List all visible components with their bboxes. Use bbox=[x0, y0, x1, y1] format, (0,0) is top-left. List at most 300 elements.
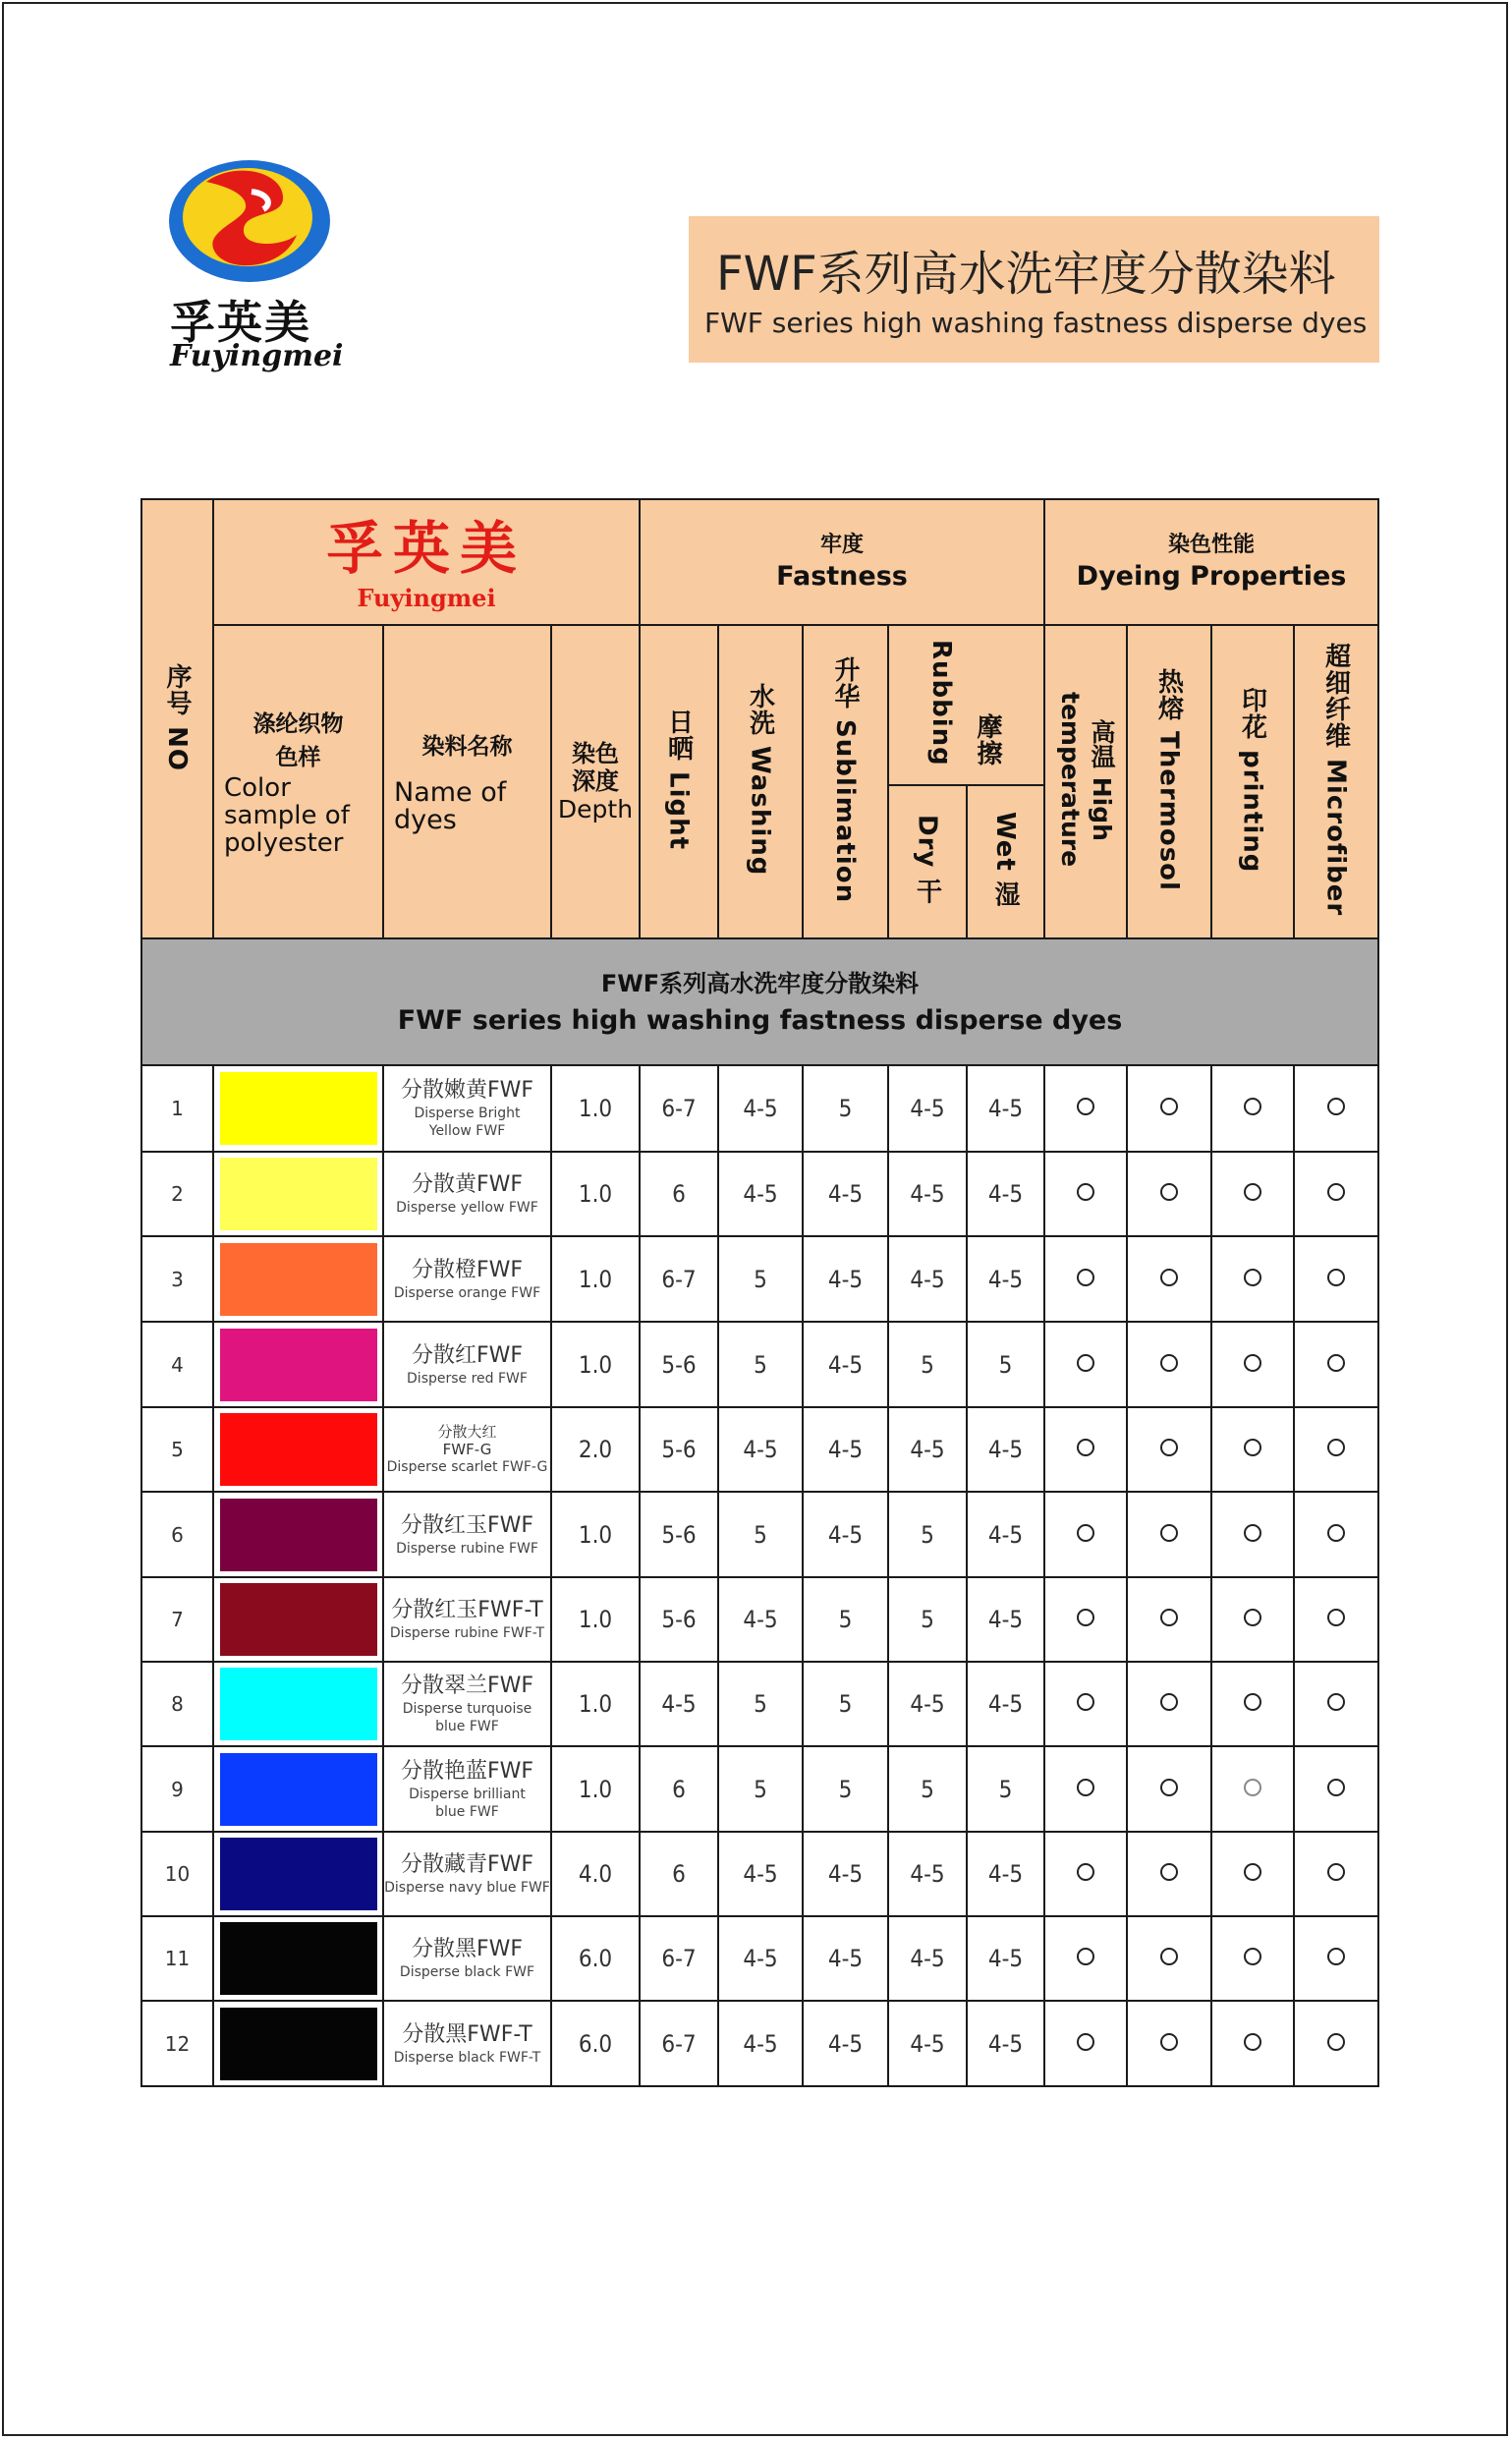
microfiber-cell bbox=[1294, 1236, 1378, 1322]
suitable-mark-icon bbox=[1327, 1439, 1345, 1456]
suitable-mark-icon bbox=[1244, 1779, 1261, 1796]
rubbing-label-en: Rubbing bbox=[926, 640, 956, 766]
depth-cell: 1.0 bbox=[551, 1746, 640, 1832]
table-row bbox=[141, 1407, 1378, 1492]
thermosol-cell bbox=[1127, 2001, 1211, 2086]
suitable-mark-icon bbox=[1327, 1948, 1345, 1965]
color-sample-cell bbox=[213, 1492, 383, 1577]
color-swatch bbox=[220, 1583, 377, 1656]
color-sample-cell bbox=[213, 1065, 383, 1152]
dye-name-cn: 分散橙FWF bbox=[411, 1257, 524, 1282]
table-row bbox=[141, 1152, 1378, 1236]
dry-cell: 4-5 bbox=[888, 1916, 967, 2001]
header-brand bbox=[213, 499, 640, 625]
table-row bbox=[141, 1236, 1378, 1322]
dye-name-label-en: Name of dyes bbox=[394, 776, 507, 835]
sublimation-cell: 5 bbox=[803, 1577, 888, 1662]
dye-name-cn: 分散嫩黄FWF bbox=[400, 1078, 534, 1103]
color-swatch bbox=[220, 1413, 377, 1486]
sublimation-cell: 5 bbox=[803, 1662, 888, 1746]
color-swatch bbox=[220, 1753, 377, 1826]
header-sample bbox=[213, 625, 383, 938]
light-cell: 6 bbox=[640, 1152, 718, 1236]
high-temp-cell bbox=[1044, 1322, 1127, 1407]
thermosol-cell bbox=[1127, 1832, 1211, 1916]
sublimation-cell: 5 bbox=[803, 1746, 888, 1832]
table-row bbox=[141, 1746, 1378, 1832]
wet-cell: 4-5 bbox=[967, 1577, 1044, 1662]
wet-cell: 4-5 bbox=[967, 1492, 1044, 1577]
depth-cell: 1.0 bbox=[551, 1236, 640, 1322]
color-swatch bbox=[220, 2008, 377, 2080]
suitable-mark-icon bbox=[1160, 1524, 1178, 1542]
washing-cell: 4-5 bbox=[718, 1152, 803, 1236]
suitable-mark-icon bbox=[1160, 1948, 1178, 1965]
printing-cell bbox=[1211, 1832, 1294, 1916]
row-number: 12 bbox=[141, 2001, 213, 2086]
depth-cell: 2.0 bbox=[551, 1407, 640, 1492]
depth-label-cn-2: 深度 bbox=[572, 767, 619, 795]
color-swatch bbox=[220, 1838, 377, 1910]
dye-name-en: Disperse yellow FWF bbox=[396, 1200, 538, 1216]
light-cell: 6 bbox=[640, 1832, 718, 1916]
logo-name-en: Fuyingmei bbox=[170, 339, 344, 373]
dye-rows bbox=[141, 1065, 1378, 2086]
printing-cell bbox=[1211, 1492, 1294, 1577]
dye-name-en: Disperse orange FWF bbox=[393, 1284, 541, 1301]
dye-name-cn: 分散红FWF bbox=[411, 1342, 524, 1368]
suitable-mark-icon bbox=[1244, 1693, 1261, 1711]
printing-cell bbox=[1211, 1746, 1294, 1832]
dye-name-en: Disperse navy blue FWF bbox=[384, 1880, 550, 1896]
dye-name-cn-2: FWF-G bbox=[442, 1441, 492, 1458]
sublimation-cell: 4-5 bbox=[803, 1152, 888, 1236]
header-dry bbox=[888, 785, 967, 938]
dye-name-cn: 分散黑FWF-T bbox=[402, 2021, 532, 2047]
dyeing-label-cn: 染色性能 bbox=[1167, 533, 1255, 557]
dye-name-cell bbox=[383, 1407, 551, 1492]
high-temp-label: 高温 High temperature bbox=[1056, 692, 1116, 868]
suitable-mark-icon bbox=[1077, 1269, 1094, 1286]
suitable-mark-icon bbox=[1327, 1269, 1345, 1286]
microfiber-cell bbox=[1294, 1916, 1378, 2001]
depth-cell: 6.0 bbox=[551, 2001, 640, 2086]
depth-label-cn-1: 染色 bbox=[572, 740, 619, 767]
header-microfiber bbox=[1294, 625, 1378, 938]
header-washing bbox=[718, 625, 803, 938]
suitable-mark-icon bbox=[1244, 1439, 1261, 1456]
high-temp-cell bbox=[1044, 1746, 1127, 1832]
header-printing bbox=[1211, 625, 1294, 938]
suitable-mark-icon bbox=[1327, 2033, 1345, 2051]
suitable-mark-icon bbox=[1244, 1524, 1261, 1542]
suitable-mark-icon bbox=[1327, 1183, 1345, 1201]
dry-cell: 4-5 bbox=[888, 1236, 967, 1322]
row-number: 8 bbox=[141, 1662, 213, 1746]
dye-name-cell bbox=[383, 2001, 551, 2086]
light-cell: 6-7 bbox=[640, 2001, 718, 2086]
title-box bbox=[689, 216, 1379, 363]
sublimation-cell: 4-5 bbox=[803, 1407, 888, 1492]
dry-cell: 4-5 bbox=[888, 1065, 967, 1152]
wet-cell: 4-5 bbox=[967, 1152, 1044, 1236]
wet-label: Wet 湿 bbox=[990, 812, 1020, 908]
dye-name-label-cn: 染料名称 bbox=[421, 733, 513, 760]
high-temp-cell bbox=[1044, 1152, 1127, 1236]
high-temp-cell bbox=[1044, 1577, 1127, 1662]
color-swatch bbox=[220, 1072, 377, 1145]
suitable-mark-icon bbox=[1077, 1524, 1094, 1542]
microfiber-cell bbox=[1294, 1832, 1378, 1916]
suitable-mark-icon bbox=[1077, 1098, 1094, 1115]
wet-cell: 4-5 bbox=[967, 1662, 1044, 1746]
color-sample-cell bbox=[213, 1322, 383, 1407]
row-number: 4 bbox=[141, 1322, 213, 1407]
dye-table bbox=[140, 498, 1379, 2087]
light-cell: 5-6 bbox=[640, 1492, 718, 1577]
dye-name-en: Disperse red FWF bbox=[407, 1370, 528, 1387]
washing-cell: 5 bbox=[718, 1236, 803, 1322]
suitable-mark-icon bbox=[1077, 2033, 1094, 2051]
logo-emblem-icon bbox=[167, 152, 332, 285]
sample-label-cn-2: 色样 bbox=[275, 744, 321, 770]
high-temp-cell bbox=[1044, 1662, 1127, 1746]
suitable-mark-icon bbox=[1077, 1609, 1094, 1626]
suitable-mark-icon bbox=[1244, 2033, 1261, 2051]
wet-cell: 4-5 bbox=[967, 1236, 1044, 1322]
depth-cell: 4.0 bbox=[551, 1832, 640, 1916]
washing-cell: 4-5 bbox=[718, 1065, 803, 1152]
microfiber-cell bbox=[1294, 1577, 1378, 1662]
suitable-mark-icon bbox=[1077, 1948, 1094, 1965]
dye-name-cn: 分散红玉FWF bbox=[400, 1512, 534, 1538]
suitable-mark-icon bbox=[1327, 1524, 1345, 1542]
printing-cell bbox=[1211, 1065, 1294, 1152]
printing-cell bbox=[1211, 1916, 1294, 2001]
sublimation-cell: 4-5 bbox=[803, 1492, 888, 1577]
color-swatch bbox=[220, 1922, 377, 1995]
suitable-mark-icon bbox=[1077, 1779, 1094, 1796]
table-row bbox=[141, 1916, 1378, 2001]
light-cell: 5-6 bbox=[640, 1407, 718, 1492]
suitable-mark-icon bbox=[1077, 1693, 1094, 1711]
thermosol-cell bbox=[1127, 1407, 1211, 1492]
header-wet bbox=[967, 785, 1044, 938]
row-number: 11 bbox=[141, 1916, 213, 2001]
row-number: 2 bbox=[141, 1152, 213, 1236]
high-temp-cell bbox=[1044, 1916, 1127, 2001]
header-light bbox=[640, 625, 718, 938]
section-row bbox=[141, 938, 1378, 1065]
logo-name-cn: 孚英美 bbox=[170, 296, 311, 349]
printing-label: 印花 printing bbox=[1237, 686, 1267, 874]
header-no-label: 序号 NO bbox=[162, 662, 192, 771]
sublimation-label: 升华 Sublimation bbox=[830, 655, 860, 904]
dye-name-cn: 分散黑FWF bbox=[411, 1937, 524, 1961]
color-swatch bbox=[220, 1243, 377, 1316]
dry-cell: 5 bbox=[888, 1746, 967, 1832]
table-row bbox=[141, 1577, 1378, 1662]
washing-cell: 5 bbox=[718, 1492, 803, 1577]
suitable-mark-icon bbox=[1160, 1183, 1178, 1201]
depth-label-en: Depth bbox=[557, 795, 634, 823]
wet-cell: 5 bbox=[967, 1746, 1044, 1832]
printing-cell bbox=[1211, 1152, 1294, 1236]
dye-name-en: Disperse scarlet FWF-G bbox=[386, 1459, 548, 1475]
wet-cell: 5 bbox=[967, 1322, 1044, 1407]
color-sample-cell bbox=[213, 2001, 383, 2086]
suitable-mark-icon bbox=[1327, 1779, 1345, 1796]
suitable-mark-icon bbox=[1244, 1098, 1261, 1115]
dye-name-cn: 分散大红 bbox=[437, 1423, 497, 1441]
suitable-mark-icon bbox=[1160, 2033, 1178, 2051]
header-dye-name bbox=[383, 625, 551, 938]
printing-cell bbox=[1211, 1577, 1294, 1662]
dye-name-cell bbox=[383, 1492, 551, 1577]
light-label: 日晒 Light bbox=[663, 709, 694, 851]
wet-cell: 4-5 bbox=[967, 1916, 1044, 2001]
thermosol-cell bbox=[1127, 1746, 1211, 1832]
row-number: 1 bbox=[141, 1065, 213, 1152]
depth-cell: 1.0 bbox=[551, 1152, 640, 1236]
color-sample-cell bbox=[213, 1746, 383, 1832]
suitable-mark-icon bbox=[1160, 1269, 1178, 1286]
dry-cell: 5 bbox=[888, 1322, 967, 1407]
high-temp-cell bbox=[1044, 1065, 1127, 1152]
washing-cell: 4-5 bbox=[718, 1407, 803, 1492]
washing-label: 水洗 Washing bbox=[745, 683, 775, 877]
suitable-mark-icon bbox=[1077, 1439, 1094, 1456]
light-cell: 6 bbox=[640, 1746, 718, 1832]
brand-name-en: Fuyingmei bbox=[357, 583, 496, 612]
page-title-en: FWF series high washing fastness disperse dyes bbox=[704, 307, 1368, 339]
wet-cell: 4-5 bbox=[967, 1065, 1044, 1152]
thermosol-cell bbox=[1127, 1322, 1211, 1407]
row-number: 10 bbox=[141, 1832, 213, 1916]
suitable-mark-icon bbox=[1244, 1269, 1261, 1286]
suitable-mark-icon bbox=[1077, 1863, 1094, 1881]
thermosol-label: 热熔 Thermosol bbox=[1153, 668, 1184, 891]
color-swatch bbox=[220, 1668, 377, 1740]
header-fastness bbox=[640, 499, 1044, 625]
dye-name-cell bbox=[383, 1152, 551, 1236]
suitable-mark-icon bbox=[1244, 1609, 1261, 1626]
row-number: 9 bbox=[141, 1746, 213, 1832]
dyeing-label-en: Dyeing Properties bbox=[1076, 561, 1347, 592]
suitable-mark-icon bbox=[1327, 1693, 1345, 1711]
suitable-mark-icon bbox=[1160, 1098, 1178, 1115]
row-number: 6 bbox=[141, 1492, 213, 1577]
dye-name-en-2: blue FWF bbox=[435, 1719, 499, 1734]
high-temp-cell bbox=[1044, 1492, 1127, 1577]
table-row bbox=[141, 2001, 1378, 2086]
thermosol-cell bbox=[1127, 1577, 1211, 1662]
header-high-temperature bbox=[1044, 625, 1127, 938]
washing-cell: 5 bbox=[718, 1322, 803, 1407]
sublimation-cell: 4-5 bbox=[803, 1236, 888, 1322]
dry-label: Dry 干 bbox=[912, 815, 942, 905]
microfiber-cell bbox=[1294, 2001, 1378, 2086]
header-thermosol bbox=[1127, 625, 1211, 938]
dye-name-cn: 分散藏青FWF bbox=[400, 1852, 534, 1877]
wet-cell: 4-5 bbox=[967, 1832, 1044, 1916]
high-temp-cell bbox=[1044, 1407, 1127, 1492]
sublimation-cell: 4-5 bbox=[803, 1322, 888, 1407]
suitable-mark-icon bbox=[1244, 1948, 1261, 1965]
suitable-mark-icon bbox=[1160, 1779, 1178, 1796]
dye-name-cn: 分散艳蓝FWF bbox=[400, 1758, 534, 1784]
dye-name-cell bbox=[383, 1662, 551, 1746]
suitable-mark-icon bbox=[1244, 1863, 1261, 1881]
fastness-label-cn: 牢度 bbox=[819, 533, 864, 557]
suitable-mark-icon bbox=[1077, 1354, 1094, 1372]
washing-cell: 5 bbox=[718, 1662, 803, 1746]
dye-name-en: Disperse black FWF bbox=[399, 1964, 535, 1980]
dye-name-cell bbox=[383, 1832, 551, 1916]
dye-name-cn: 分散红玉FWF-T bbox=[391, 1598, 543, 1622]
sublimation-cell: 4-5 bbox=[803, 1916, 888, 2001]
table-row bbox=[141, 1832, 1378, 1916]
suitable-mark-icon bbox=[1160, 1439, 1178, 1456]
suitable-mark-icon bbox=[1160, 1863, 1178, 1881]
printing-cell bbox=[1211, 2001, 1294, 2086]
page-title-cn: FWF系列高水洗牢度分散染料 bbox=[716, 247, 1336, 302]
sublimation-cell: 4-5 bbox=[803, 2001, 888, 2086]
dye-name-en-2: blue FWF bbox=[435, 1803, 499, 1820]
dye-name-cell bbox=[383, 1577, 551, 1662]
suitable-mark-icon bbox=[1160, 1354, 1178, 1372]
dry-cell: 4-5 bbox=[888, 1407, 967, 1492]
washing-cell: 5 bbox=[718, 1746, 803, 1832]
light-cell: 6-7 bbox=[640, 1916, 718, 2001]
color-sample-cell bbox=[213, 1236, 383, 1322]
fastness-label-en: Fastness bbox=[776, 561, 908, 592]
microfiber-cell bbox=[1294, 1322, 1378, 1407]
washing-cell: 4-5 bbox=[718, 1577, 803, 1662]
company-logo bbox=[162, 152, 344, 378]
dry-cell: 4-5 bbox=[888, 1152, 967, 1236]
suitable-mark-icon bbox=[1244, 1183, 1261, 1201]
thermosol-cell bbox=[1127, 1916, 1211, 2001]
color-sample-cell bbox=[213, 1832, 383, 1916]
table-row bbox=[141, 1322, 1378, 1407]
high-temp-cell bbox=[1044, 1236, 1127, 1322]
row-number: 7 bbox=[141, 1577, 213, 1662]
rubbing-label-cn: 摩擦 bbox=[973, 712, 1002, 766]
color-sample-cell bbox=[213, 1577, 383, 1662]
header-depth bbox=[551, 625, 640, 938]
dye-name-en: Disperse rubine FWF bbox=[396, 1540, 538, 1557]
thermosol-cell bbox=[1127, 1492, 1211, 1577]
dye-name-en-2: Yellow FWF bbox=[428, 1123, 506, 1139]
color-sample-cell bbox=[213, 1152, 383, 1236]
dry-cell: 5 bbox=[888, 1492, 967, 1577]
sample-label-cn-1: 涤纶织物 bbox=[252, 710, 344, 737]
header-dyeing-properties bbox=[1044, 499, 1378, 625]
table-row bbox=[141, 1065, 1378, 1152]
dry-cell: 4-5 bbox=[888, 2001, 967, 2086]
dye-name-en: Disperse brilliant bbox=[409, 1786, 526, 1802]
table-row bbox=[141, 1492, 1378, 1577]
depth-cell: 1.0 bbox=[551, 1662, 640, 1746]
wet-cell: 4-5 bbox=[967, 1407, 1044, 1492]
washing-cell: 4-5 bbox=[718, 1832, 803, 1916]
suitable-mark-icon bbox=[1327, 1609, 1345, 1626]
suitable-mark-icon bbox=[1244, 1354, 1261, 1372]
color-sample-cell bbox=[213, 1662, 383, 1746]
dye-name-cell bbox=[383, 1916, 551, 2001]
washing-cell: 4-5 bbox=[718, 1916, 803, 2001]
wet-cell: 4-5 bbox=[967, 2001, 1044, 2086]
suitable-mark-icon bbox=[1160, 1609, 1178, 1626]
row-number: 3 bbox=[141, 1236, 213, 1322]
printing-cell bbox=[1211, 1322, 1294, 1407]
depth-cell: 1.0 bbox=[551, 1065, 640, 1152]
microfiber-cell bbox=[1294, 1492, 1378, 1577]
header-sublimation bbox=[803, 625, 888, 938]
color-swatch bbox=[220, 1499, 377, 1571]
microfiber-cell bbox=[1294, 1407, 1378, 1492]
microfiber-cell bbox=[1294, 1152, 1378, 1236]
table-row bbox=[141, 1662, 1378, 1746]
dye-name-cn: 分散翠兰FWF bbox=[400, 1674, 534, 1698]
sublimation-cell: 4-5 bbox=[803, 1832, 888, 1916]
light-cell: 4-5 bbox=[640, 1662, 718, 1746]
suitable-mark-icon bbox=[1160, 1693, 1178, 1711]
color-sample-cell bbox=[213, 1916, 383, 2001]
dry-cell: 4-5 bbox=[888, 1662, 967, 1746]
light-cell: 6-7 bbox=[640, 1065, 718, 1152]
header-rubbing bbox=[888, 625, 1044, 785]
dye-name-cell bbox=[383, 1746, 551, 1832]
dye-name-en: Disperse turquoise bbox=[402, 1701, 532, 1717]
light-cell: 5-6 bbox=[640, 1322, 718, 1407]
suitable-mark-icon bbox=[1077, 1183, 1094, 1201]
light-cell: 5-6 bbox=[640, 1577, 718, 1662]
microfiber-cell bbox=[1294, 1662, 1378, 1746]
microfiber-cell bbox=[1294, 1065, 1378, 1152]
thermosol-cell bbox=[1127, 1236, 1211, 1322]
section-title-cn: FWF系列高水洗牢度分散染料 bbox=[600, 969, 920, 997]
dry-cell: 5 bbox=[888, 1577, 967, 1662]
sublimation-cell: 5 bbox=[803, 1065, 888, 1152]
high-temp-cell bbox=[1044, 2001, 1127, 2086]
light-cell: 6-7 bbox=[640, 1236, 718, 1322]
dye-name-cell bbox=[383, 1236, 551, 1322]
color-sample-cell bbox=[213, 1407, 383, 1492]
dye-name-cn: 分散黄FWF bbox=[411, 1172, 524, 1197]
thermosol-cell bbox=[1127, 1152, 1211, 1236]
section-title bbox=[141, 938, 1378, 1065]
high-temp-cell bbox=[1044, 1832, 1127, 1916]
printing-cell bbox=[1211, 1236, 1294, 1322]
dye-name-en: Disperse rubine FWF-T bbox=[389, 1625, 545, 1641]
suitable-mark-icon bbox=[1327, 1863, 1345, 1881]
dry-cell: 4-5 bbox=[888, 1832, 967, 1916]
printing-cell bbox=[1211, 1407, 1294, 1492]
dye-name-en: Disperse black FWF-T bbox=[393, 2049, 541, 2066]
printing-cell bbox=[1211, 1662, 1294, 1746]
depth-cell: 6.0 bbox=[551, 1916, 640, 2001]
suitable-mark-icon bbox=[1327, 1354, 1345, 1372]
microfiber-cell bbox=[1294, 1746, 1378, 1832]
color-swatch bbox=[220, 1158, 377, 1230]
header-no bbox=[141, 499, 213, 938]
section-title-en: FWF series high washing fastness disperse dyes bbox=[397, 1004, 1123, 1036]
depth-cell: 1.0 bbox=[551, 1492, 640, 1577]
depth-cell: 1.0 bbox=[551, 1577, 640, 1662]
depth-cell: 1.0 bbox=[551, 1322, 640, 1407]
